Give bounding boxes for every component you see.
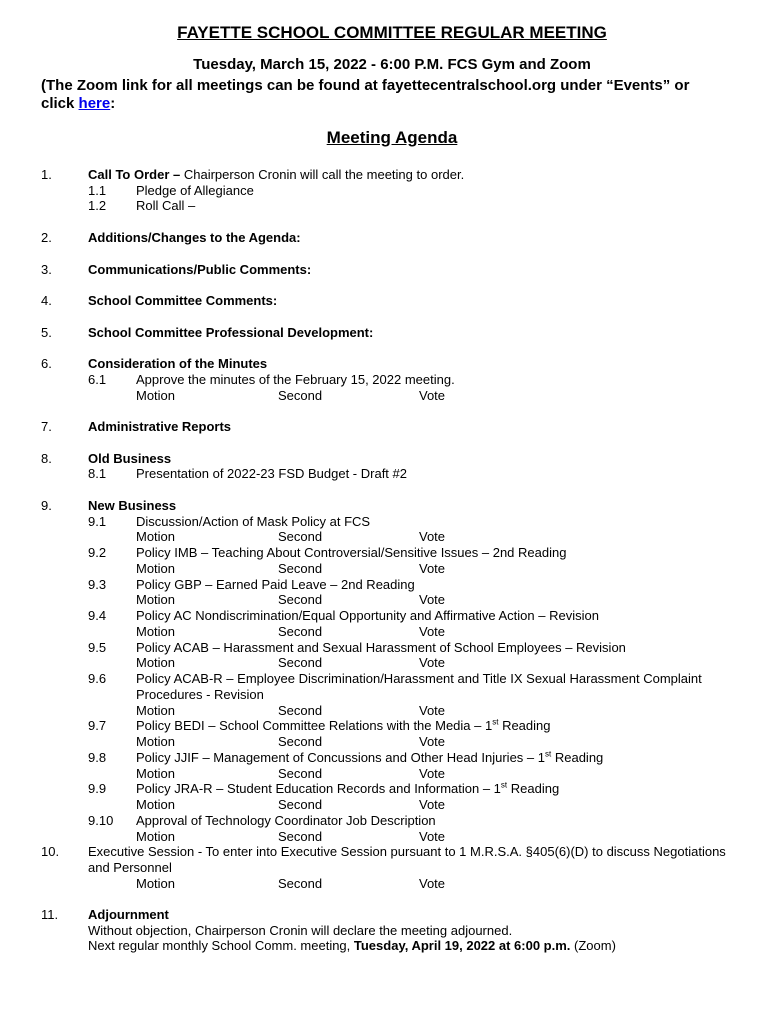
item-9-6-text: Policy ACAB-R – Employee Discrimination/Harassment and Title IX Sexual Harassment Complaint xyxy=(136,671,702,686)
vote-row-motion: Motion xyxy=(136,388,176,403)
vote-row-motion: Motion xyxy=(136,766,176,781)
item-11-line1: Without objection, Chairperson Cronin will declare the meeting adjourned. xyxy=(88,923,513,938)
item-9-3-text: Policy GBP – Earned Paid Leave – 2nd Reading xyxy=(136,577,415,592)
vote-row-vote: Vote xyxy=(419,703,446,718)
zoom-note-line1: (The Zoom link for all meetings can be found at fayettecentralschool.org under “Events” or xyxy=(41,77,690,94)
vote-row-second: Second xyxy=(278,624,323,639)
vote-row-motion: Motion xyxy=(136,561,176,576)
item-10-number: 10. xyxy=(41,844,60,859)
item-6-1-text: Approve the minutes of the February 15, 2022 meeting. xyxy=(136,372,455,387)
vote-row-vote: Vote xyxy=(419,876,446,891)
vote-row-motion: Motion xyxy=(136,655,176,670)
item-9-3-number: 9.3 xyxy=(88,577,107,592)
item-4-number: 4. xyxy=(41,293,52,308)
item-6-number: 6. xyxy=(41,356,52,371)
item-6-title: Consideration of the Minutes xyxy=(88,356,268,371)
item-1-title: Call To Order – xyxy=(88,167,181,182)
next-meeting-label: Next regular monthly School Comm. meeting, xyxy=(88,938,354,953)
item-11-title: Adjournment xyxy=(88,907,169,922)
vote-row-second: Second xyxy=(278,388,323,403)
item-2-title: Additions/Changes to the Agenda: xyxy=(88,230,301,245)
item-9-10-text: Approval of Technology Coordinator Job Description xyxy=(136,813,436,828)
vote-row-motion: Motion xyxy=(136,624,176,639)
next-meeting-venue: (Zoom) xyxy=(570,938,616,953)
vote-row-vote: Vote xyxy=(419,529,446,544)
meeting-date-location: Tuesday, March 15, 2022 - 6:00 P.M. FCS Gym and Zoom xyxy=(193,56,591,73)
item-7-number: 7. xyxy=(41,419,52,434)
zoom-note-line2 xyxy=(41,95,115,112)
item-9-title: New Business xyxy=(88,498,177,513)
vote-row-second: Second xyxy=(278,703,323,718)
vote-row-second: Second xyxy=(278,829,323,844)
zoom-note-click-text: click xyxy=(41,95,79,112)
item-9-1-text: Discussion/Action of Mask Policy at FCS xyxy=(136,514,371,529)
vote-row-motion: Motion xyxy=(136,876,176,891)
vote-row-vote: Vote xyxy=(419,592,446,607)
item-9-4-number: 9.4 xyxy=(88,608,107,623)
item-9-7-text-end: Reading xyxy=(498,718,551,733)
item-9-7-number: 9.7 xyxy=(88,718,107,733)
vote-row-second: Second xyxy=(278,592,323,607)
vote-row-second: Second xyxy=(278,797,323,812)
zoom-note-colon: : xyxy=(110,95,116,112)
item-9-7-text xyxy=(136,718,551,733)
vote-row-vote: Vote xyxy=(419,561,446,576)
item-2-number: 2. xyxy=(41,230,52,245)
zoom-here-link[interactable]: here xyxy=(78,95,111,112)
item-9-8-number: 9.8 xyxy=(88,750,107,765)
item-9-9-ordinal: st xyxy=(500,780,508,790)
item-4-title: School Committee Comments: xyxy=(88,293,278,308)
item-9-9-text xyxy=(136,781,559,796)
item-9-5-number: 9.5 xyxy=(88,640,107,655)
item-8-title: Old Business xyxy=(88,451,172,466)
item-1-2-text: Roll Call – xyxy=(136,198,196,213)
item-9-9-number: 9.9 xyxy=(88,781,107,796)
item-1-1-number: 1.1 xyxy=(88,183,107,198)
item-9-9-text-end: Reading xyxy=(507,781,560,796)
item-9-7-ordinal: st xyxy=(492,717,499,727)
vote-row-second: Second xyxy=(278,529,323,544)
item-8-number: 8. xyxy=(41,451,52,466)
item-9-2-text: Policy IMB – Teaching About Controversial/Sensitive Issues – 2nd Reading xyxy=(136,545,567,560)
item-9-5-text: Policy ACAB – Harassment and Sexual Harassment of School Employees – Revision xyxy=(136,640,626,655)
vote-row-vote: Vote xyxy=(419,624,446,639)
vote-row-motion: Motion xyxy=(136,829,176,844)
item-5-number: 5. xyxy=(41,325,52,340)
item-9-number: 9. xyxy=(41,498,52,513)
vote-row-motion: Motion xyxy=(136,529,176,544)
item-8-1-number: 8.1 xyxy=(88,466,107,481)
item-9-6-text-continued: Procedures - Revision xyxy=(136,687,264,702)
item-11-number: 11. xyxy=(41,907,59,922)
vote-row-second: Second xyxy=(278,876,323,891)
item-3-number: 3. xyxy=(41,262,52,277)
item-6-1-number: 6.1 xyxy=(88,372,107,387)
vote-row-motion: Motion xyxy=(136,592,176,607)
item-9-8-text-end: Reading xyxy=(551,750,604,765)
vote-row-motion: Motion xyxy=(136,734,176,749)
vote-row-second: Second xyxy=(278,766,323,781)
item-11-line2 xyxy=(88,938,616,953)
item-9-10-number: 9.10 xyxy=(88,813,114,828)
item-9-7-text-main: Policy BEDI – School Committee Relations with the Media – 1 xyxy=(136,718,493,733)
item-10-text-continued: and Personnel xyxy=(88,860,172,875)
vote-row-vote: Vote xyxy=(419,655,446,670)
item-8-1-text: Presentation of 2022-23 FSD Budget - Draft #2 xyxy=(136,466,407,481)
next-meeting-date: Tuesday, April 19, 2022 at 6:00 p.m. xyxy=(353,938,571,953)
item-7-title: Administrative Reports xyxy=(88,419,232,434)
vote-row-motion: Motion xyxy=(136,797,176,812)
vote-row-second: Second xyxy=(278,734,323,749)
vote-row-vote: Vote xyxy=(419,734,446,749)
page-title: FAYETTE SCHOOL COMMITTEE REGULAR MEETING xyxy=(177,23,607,42)
item-1-text xyxy=(88,167,464,182)
vote-row-second: Second xyxy=(278,561,323,576)
item-9-2-number: 9.2 xyxy=(88,545,107,560)
item-1-2-number: 1.2 xyxy=(88,198,107,213)
item-3-title: Communications/Public Comments: xyxy=(88,262,312,277)
item-9-9-text-main: Policy JRA-R – Student Education Records and Information – 1 xyxy=(136,781,501,796)
item-1-number: 1. xyxy=(41,167,52,182)
item-9-8-ordinal: st xyxy=(545,749,552,759)
item-1-description: Chairperson Cronin will call the meeting to order. xyxy=(180,167,465,182)
item-10-text: Executive Session - To enter into Executive Session pursuant to 1 M.R.S.A. §405(6)(D) to discuss Negotiations xyxy=(88,844,726,859)
vote-row-vote: Vote xyxy=(419,797,446,812)
vote-row-motion: Motion xyxy=(136,703,176,718)
vote-row-vote: Vote xyxy=(419,766,446,781)
vote-row-vote: Vote xyxy=(419,388,446,403)
item-9-1-number: 9.1 xyxy=(88,514,107,529)
agenda-heading: Meeting Agenda xyxy=(326,128,458,147)
item-9-4-text: Policy AC Nondiscrimination/Equal Opportunity and Affirmative Action – Revision xyxy=(136,608,599,623)
item-5-title: School Committee Professional Development: xyxy=(88,325,374,340)
vote-row-vote: Vote xyxy=(419,829,446,844)
item-9-8-text-main: Policy JJIF – Management of Concussions and Other Head Injuries – 1 xyxy=(136,750,545,765)
item-9-6-number: 9.6 xyxy=(88,671,107,686)
item-1-1-text: Pledge of Allegiance xyxy=(136,183,254,198)
item-9-8-text xyxy=(136,750,603,765)
vote-row-second: Second xyxy=(278,655,323,670)
